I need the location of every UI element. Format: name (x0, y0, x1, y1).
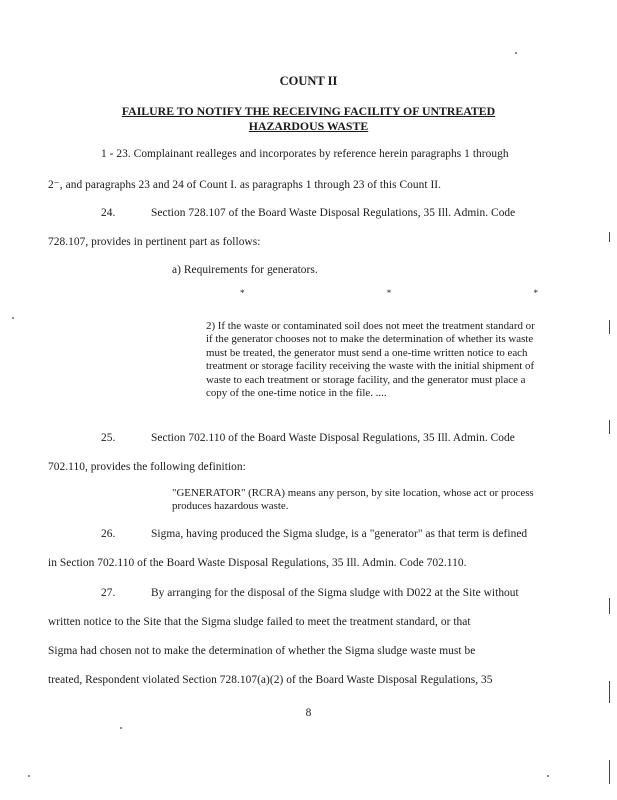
scan-speck (28, 775, 30, 777)
scan-mark (609, 760, 610, 784)
paragraph-24-line-1: Section 728.107 of the Board Waste Disposal Regulations, 35 Ill. Admin. Code (151, 207, 516, 219)
scan-speck (547, 775, 549, 777)
scan-mark (609, 420, 610, 434)
scan-mark (609, 598, 610, 614)
paragraph-27-line-3: Sigma had chosen not to make the determination of whether the Sigma sludge waste must be (48, 645, 476, 657)
count-title: COUNT II (279, 74, 338, 88)
section-heading-line-2: HAZARDOUS WASTE (248, 119, 369, 133)
page-number: 8 (305, 707, 312, 719)
paragraph-27-number: 27. (101, 587, 116, 599)
paragraph-26-line-2: in Section 702.110 of the Board Waste Disposal Regulations, 35 Ill. Admin. Code 702.110. (48, 557, 467, 569)
section-heading-line-1: FAILURE TO NOTIFY THE RECEIVING FACILITY OF UNTREATED (121, 104, 496, 118)
scan-speck (515, 52, 517, 54)
paragraph-24-number: 24. (101, 207, 116, 219)
paragraph-1-23-line-1: 1 - 23. Complainant realleges and incorporates by reference herein paragraphs 1 through (101, 148, 509, 160)
quote-1-ellipsis: * * * (240, 288, 608, 298)
paragraph-27-line-2: written notice to the Site that the Sigma sludge failed to meet the treatment standard, or that (48, 616, 471, 628)
scan-mark (609, 320, 610, 334)
paragraph-24-line-2: 728.107, provides in pertinent part as follows: (48, 236, 261, 248)
scan-speck (12, 317, 14, 319)
scan-mark (609, 232, 610, 242)
paragraph-26-line-1: Sigma, having produced the Sigma sludge, is a "generator" as that term is defined (151, 528, 528, 540)
scan-mark (609, 681, 610, 703)
paragraph-26-number: 26. (101, 528, 116, 540)
quote-1-body: 2) If the waste or contaminated soil does not meet the treatment standard or if the generator chooses not to make the determination of whether its waste must be treated, the generator must send a one-time written notice to each treatment or storage facility receiving the waste with the initial shipment of waste to each treatment or storage facility, and the generator must place a copy of the one-time notice in the file. .... (206, 320, 535, 400)
quote-2-body: "GENERATOR" (RCRA) means any person, by site location, whose act or process produces hazardous waste. (172, 487, 534, 513)
scan-speck (120, 727, 122, 729)
paragraph-25-number: 25. (101, 432, 116, 444)
paragraph-25-line-1: Section 702.110 of the Board Waste Disposal Regulations, 35 Ill. Admin. Code (151, 432, 515, 444)
paragraph-27-line-4: treated, Respondent violated Section 728.107(a)(2) of the Board Waste Disposal Regulations, 35 (48, 674, 493, 686)
paragraph-1-23-line-2: 2⁻, and paragraphs 23 and 24 of Count I. as paragraphs 1 through 23 of this Count II. (48, 179, 442, 191)
quote-1-intro: a) Requirements for generators. (172, 264, 318, 276)
paragraph-25-line-2: 702.110, provides the following definition: (48, 461, 246, 473)
paragraph-27-line-1: By arranging for the disposal of the Sigma sludge with D022 at the Site without (151, 587, 519, 599)
